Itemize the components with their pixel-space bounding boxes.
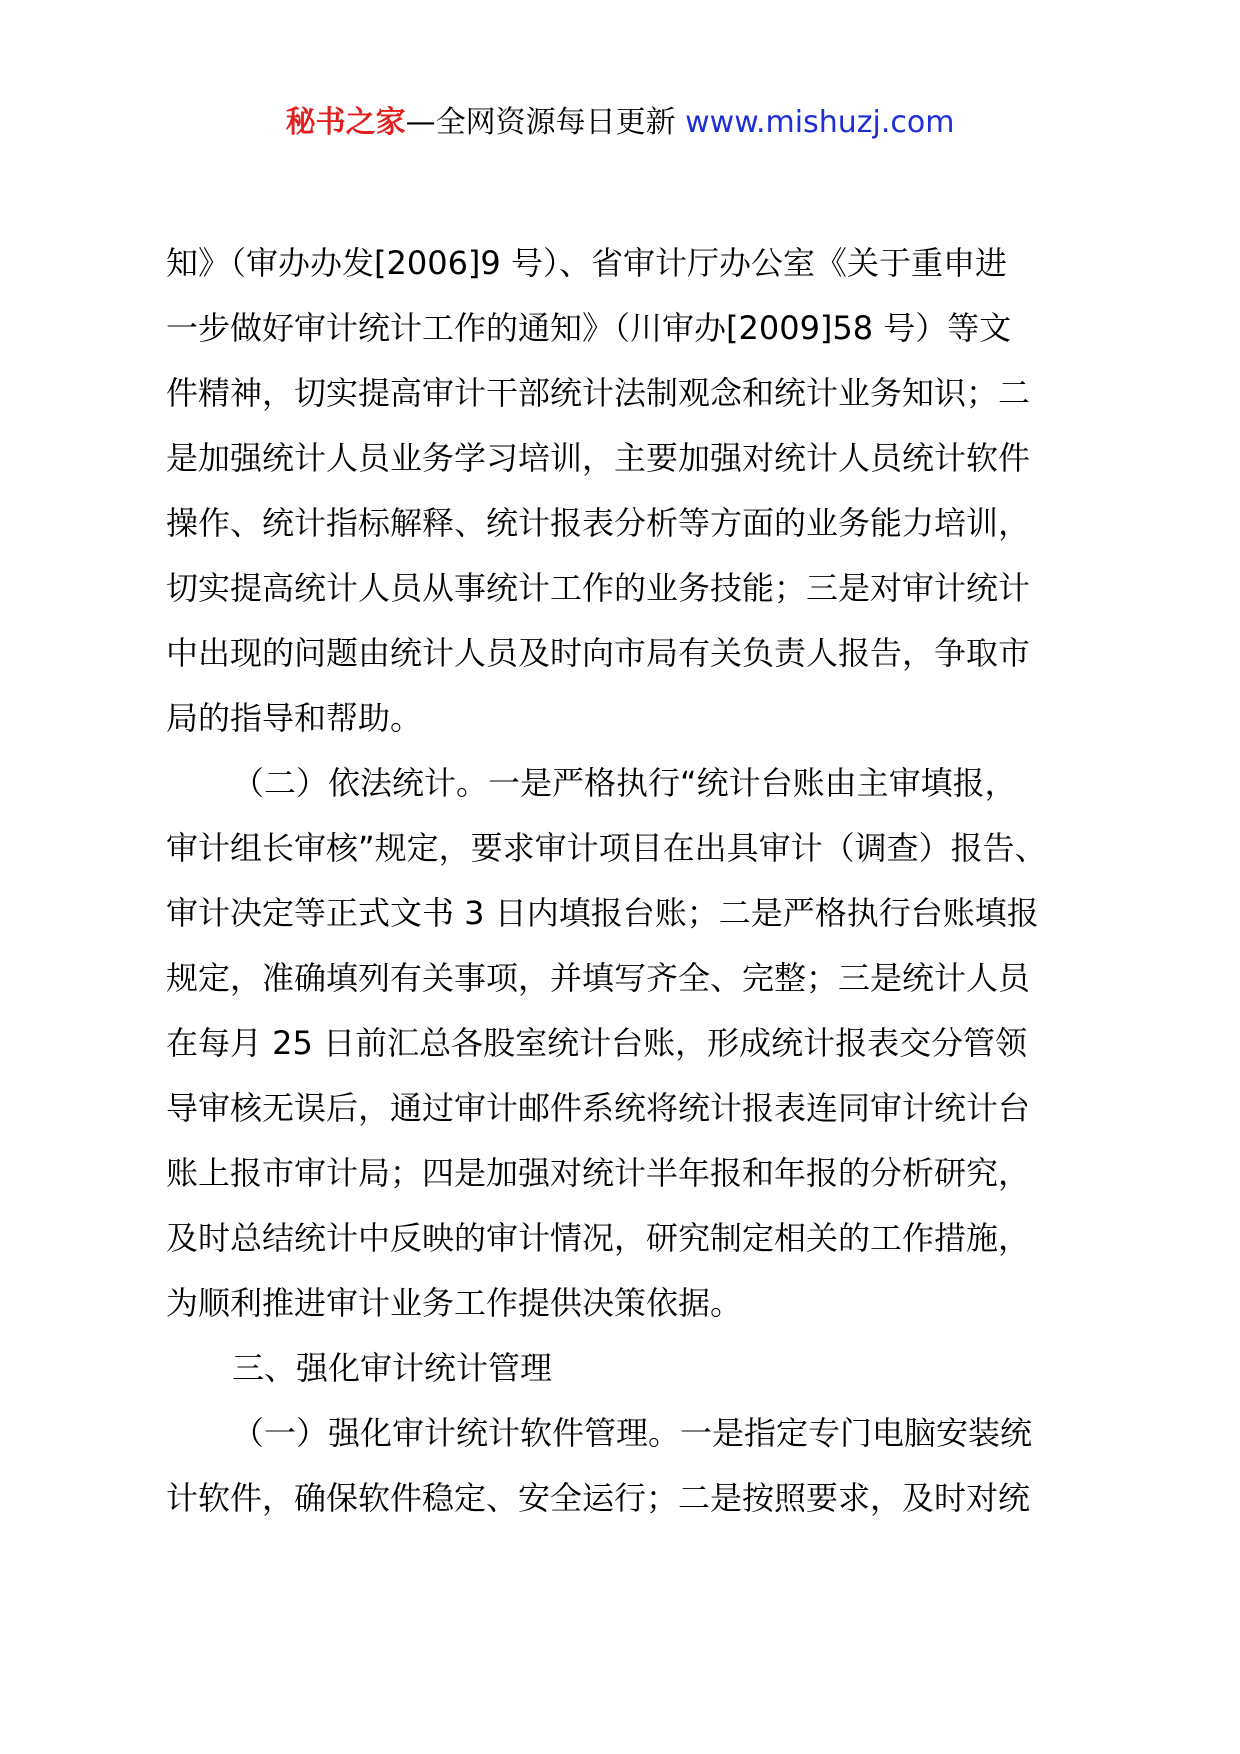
page-header	[0, 100, 1240, 146]
header-slogan: —全网资源每日更新	[405, 105, 676, 140]
body-line: 切实提高统计人员从事统计工作的业务技能；三是对审计统计	[166, 569, 1031, 607]
body-line: 账上报市审计局；四是加强对统计半年报和年报的分析研究，	[166, 1154, 1031, 1192]
body-line: 及时总结统计中反映的审计情况，研究制定相关的工作措施，	[166, 1219, 1031, 1257]
paragraph-first-line: （二）依法统计。一是严格执行“统计台账由主审填报，	[232, 764, 1017, 802]
document-body	[166, 240, 1086, 1540]
body-line: 审计组长审核”规定，要求审计项目在出具审计（调查）报告、	[166, 829, 1047, 867]
body-line: 局的指导和帮助。	[166, 699, 423, 737]
section-heading: 三、强化审计统计管理	[232, 1349, 553, 1387]
body-line: 知》（审办办发[2006]9 号）、省审计厅办公室《关于重申进	[166, 244, 1007, 282]
paragraph-first-line: （一）强化审计统计软件管理。一是指定专门电脑安装统	[232, 1414, 1033, 1452]
site-url-link[interactable]: www.mishuzj.com	[685, 105, 955, 140]
brand-name: 秘书之家	[285, 105, 406, 140]
body-line: 审计决定等正式文书 3 日内填报台账；二是严格执行台账填报	[166, 894, 1039, 932]
body-line: 是加强统计人员业务学习培训，主要加强对统计人员统计软件	[166, 439, 1031, 477]
body-line: 计软件，确保软件稳定、安全运行；二是按照要求，及时对统	[166, 1479, 1031, 1517]
body-line: 为顺利推进审计业务工作提供决策依据。	[166, 1284, 743, 1322]
body-line: 导审核无误后，通过审计邮件系统将统计报表连同审计统计台	[166, 1089, 1031, 1127]
body-line: 一步做好审计统计工作的通知》（川审办[2009]58 号）等文	[166, 309, 1012, 347]
body-line: 在每月 25 日前汇总各股室统计台账，形成统计报表交分管领	[166, 1024, 1028, 1062]
body-line: 件精神，切实提高审计干部统计法制观念和统计业务知识；二	[166, 374, 1031, 412]
body-line: 操作、统计指标解释、统计报表分析等方面的业务能力培训，	[166, 504, 1031, 542]
body-line: 中出现的问题由统计人员及时向市局有关负责人报告，争取市	[166, 634, 1031, 672]
body-line: 规定，准确填列有关事项，并填写齐全、完整；三是统计人员	[166, 959, 1031, 997]
